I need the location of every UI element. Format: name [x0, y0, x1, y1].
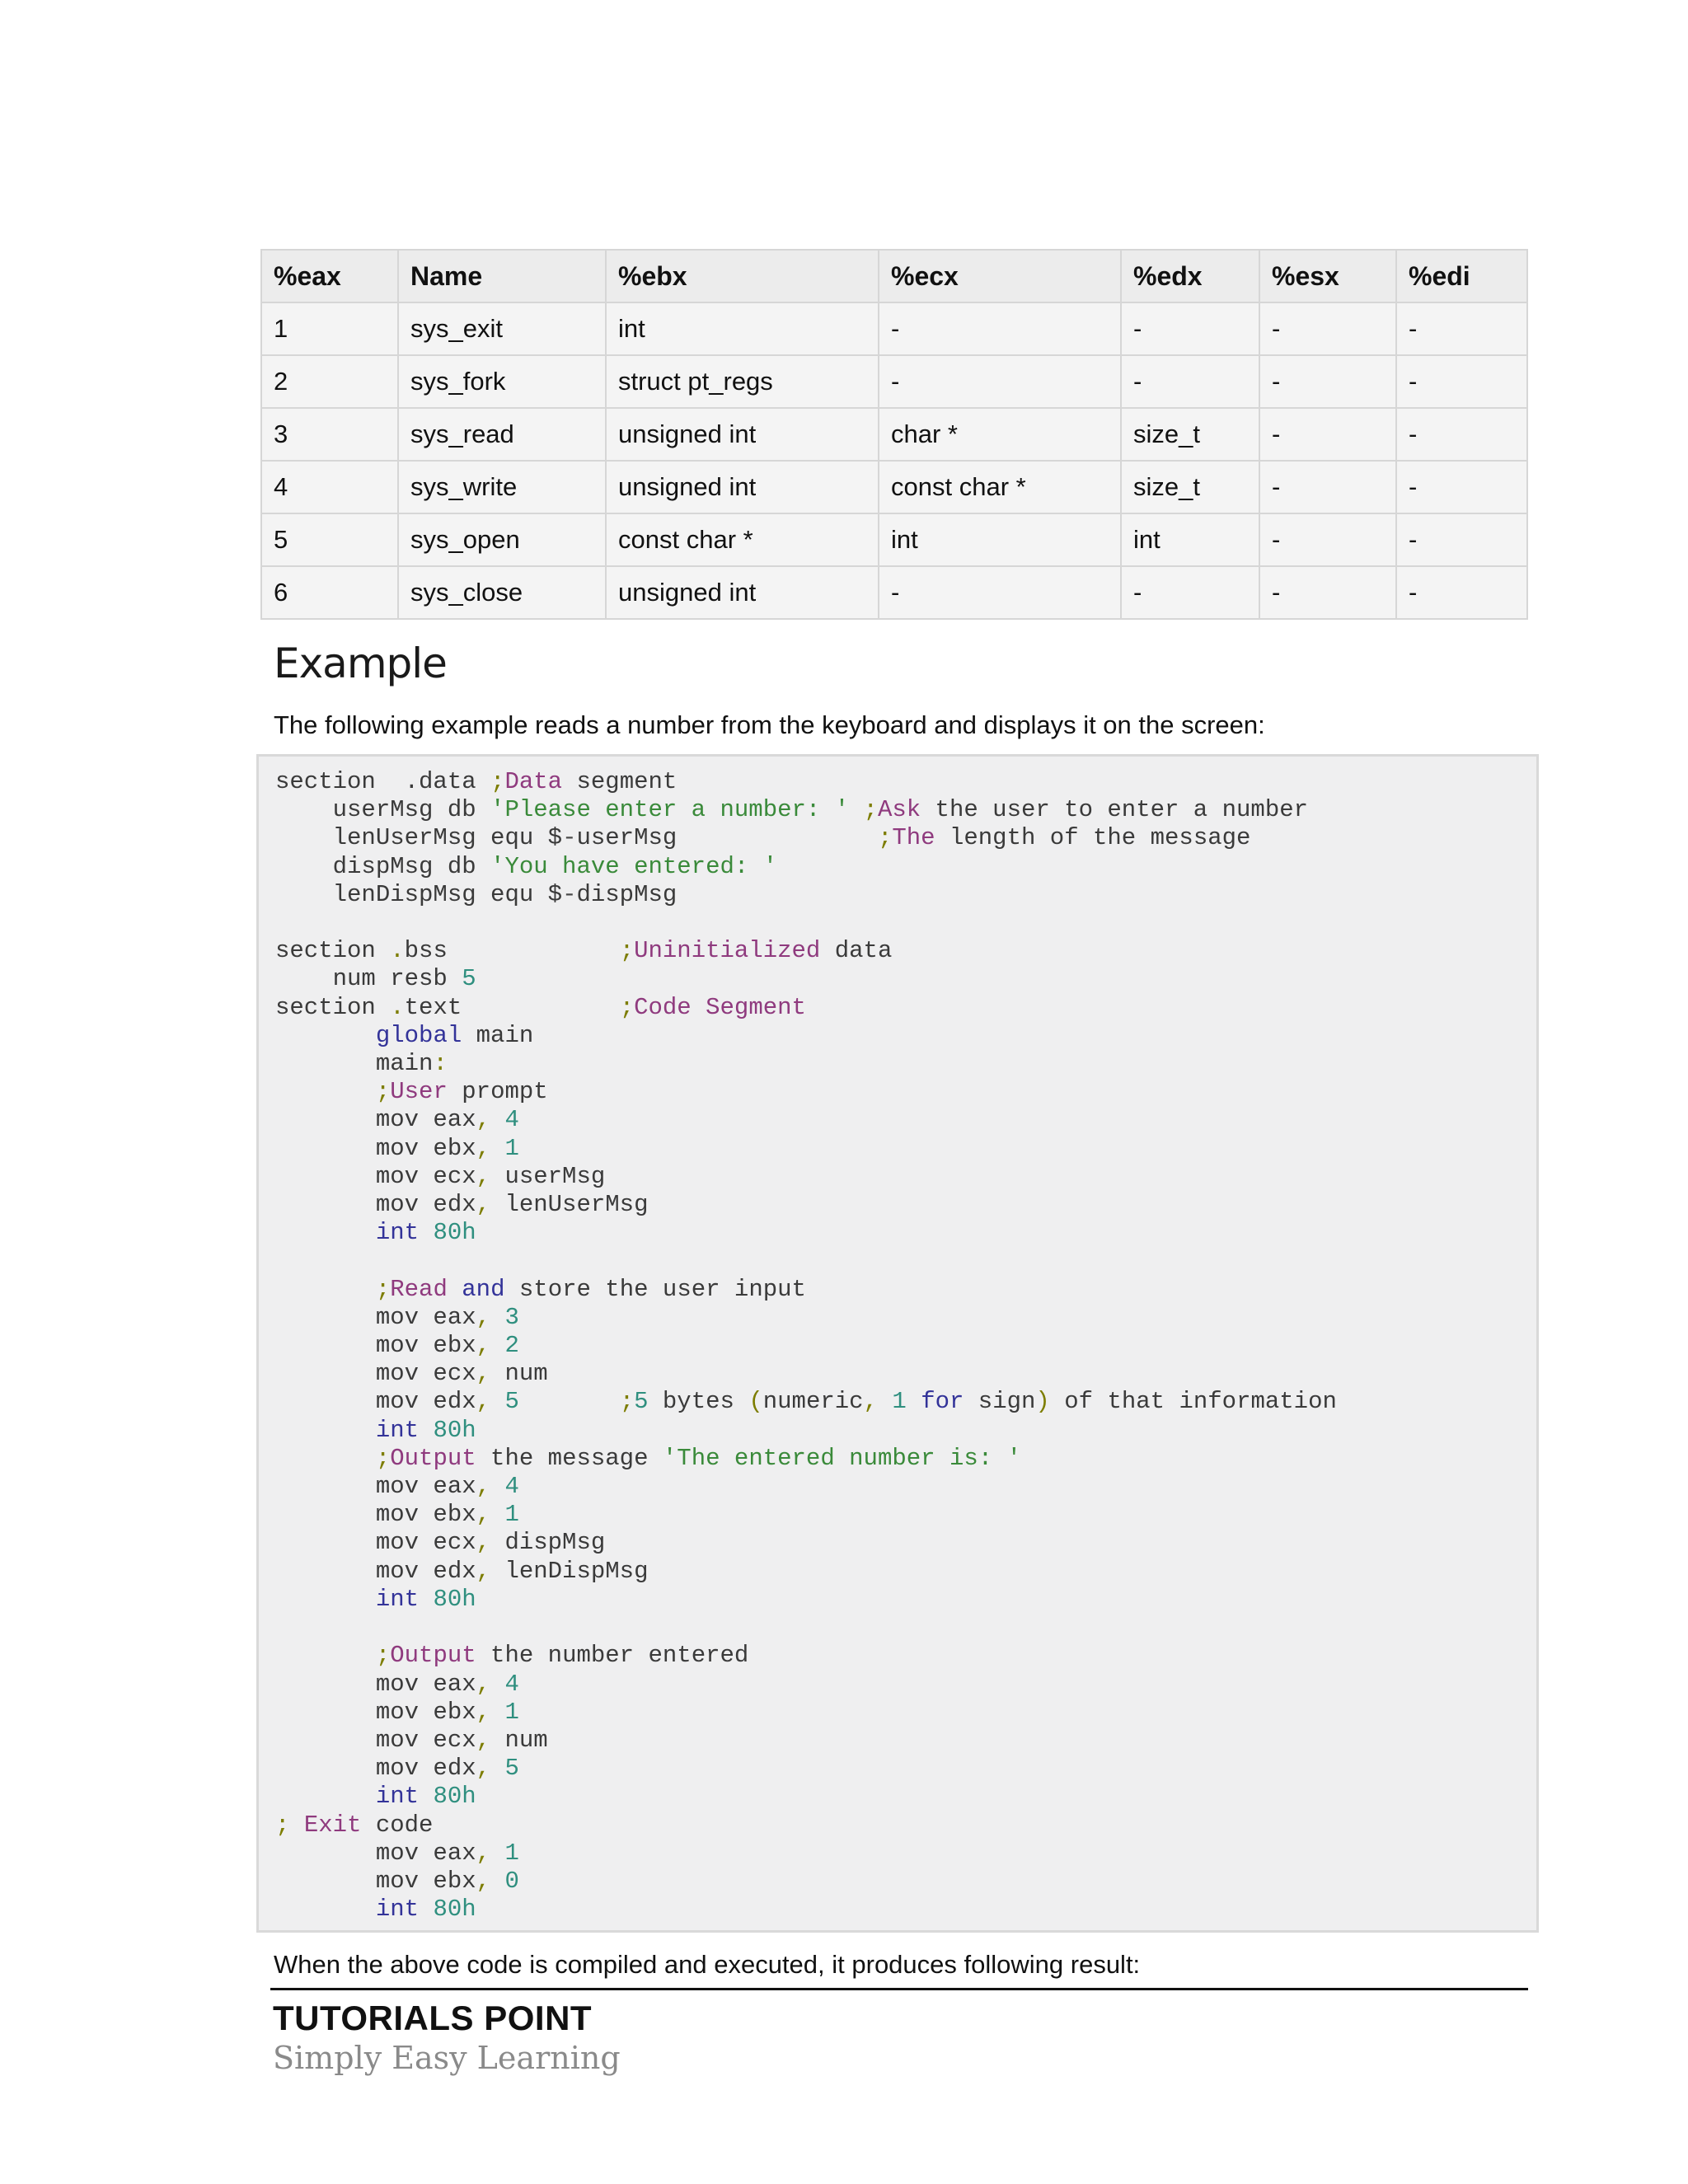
code-line [275, 1699, 519, 1726]
code-token: 5 [504, 1755, 519, 1783]
code-token: section .data [275, 768, 491, 795]
section-heading: Example [274, 640, 447, 687]
table-cell: sys_read [398, 408, 606, 461]
code-token: int [375, 1585, 420, 1613]
code-token: dispMsg db [275, 852, 491, 880]
table-cell: sys_open [398, 513, 606, 566]
table-cell: unsigned int [606, 408, 879, 461]
code-token [490, 1106, 504, 1133]
code-line [275, 1558, 648, 1585]
code-token: mov eax [275, 1670, 476, 1698]
code-token: 80h [433, 1585, 476, 1613]
code-token: the message [476, 1444, 663, 1472]
table-cell: - [1396, 302, 1527, 355]
code-token [490, 1868, 504, 1895]
code-token: , [476, 1303, 491, 1331]
code-line [275, 1388, 1337, 1415]
table-cell: 1 [261, 302, 398, 355]
code-token: lenDispMsg [490, 1557, 649, 1585]
table-cell: struct pt_regs [606, 355, 879, 408]
code-token [490, 1473, 504, 1500]
code-token: sign [964, 1388, 1036, 1416]
table-cell: sys_fork [398, 355, 606, 408]
code-token [275, 1642, 376, 1669]
code-token [490, 1755, 504, 1782]
code-token: , [476, 1755, 491, 1783]
code-line [275, 1501, 519, 1528]
code-token: ; [375, 1078, 391, 1106]
code-token: 80h [433, 1219, 476, 1247]
code-line [275, 1529, 605, 1556]
table-cell: 3 [261, 408, 398, 461]
code-token: userMsg [576, 824, 878, 852]
code-token: ) [1035, 1388, 1050, 1416]
code-token: 1 [504, 1698, 519, 1726]
code-line [275, 1276, 806, 1303]
code-token: mov eax [275, 1303, 476, 1331]
code-token [490, 1388, 504, 1415]
header-cell-edx: %edx [1121, 250, 1259, 302]
code-token [275, 1783, 376, 1810]
code-token: , [476, 1529, 491, 1557]
table-cell: - [879, 302, 1121, 355]
code-token [419, 1896, 433, 1923]
code-token: , [476, 1867, 491, 1895]
code-token: the number entered [476, 1642, 749, 1670]
code-token: - [562, 880, 577, 908]
header-cell-ecx: %ecx [879, 250, 1121, 302]
code-token: 'The entered number is: ' [662, 1444, 1021, 1472]
code-token: mov ebx [275, 1501, 476, 1529]
code-token: lenDispMsg equ $ [275, 880, 563, 908]
code-token: text [404, 993, 620, 1021]
table-cell: - [879, 566, 1121, 619]
code-token [907, 1388, 921, 1415]
code-token: . [390, 993, 405, 1021]
table-cell: 5 [261, 513, 398, 566]
code-line [275, 881, 677, 908]
table-cell: - [1259, 302, 1396, 355]
code-token: , [476, 1839, 491, 1867]
code-token [490, 1135, 504, 1162]
code-token: 80h [433, 1896, 476, 1924]
table-cell: int [879, 513, 1121, 566]
code-token: 80h [433, 1783, 476, 1811]
code-line [275, 1078, 548, 1105]
table-row [261, 302, 1527, 355]
code-token: 0 [504, 1867, 519, 1895]
table-row [261, 408, 1527, 461]
code-token: 1 [892, 1388, 907, 1416]
code-token: num [490, 1726, 548, 1754]
code-token: mov edx [275, 1755, 476, 1783]
table-cell: sys_write [398, 461, 606, 513]
table-body [261, 302, 1527, 619]
table-cell: - [1259, 513, 1396, 566]
code-token: Output [390, 1642, 476, 1670]
code-line [275, 965, 476, 992]
code-token: segment [562, 768, 678, 795]
code-line [275, 1840, 519, 1867]
code-token: , [476, 1388, 491, 1416]
code-line [275, 1360, 548, 1387]
code-token: 1 [504, 1839, 519, 1867]
table-cell: - [879, 355, 1121, 408]
code-token [275, 1896, 376, 1923]
code-token: 1 [504, 1134, 519, 1162]
code-token: ; [275, 1811, 290, 1839]
code-token [490, 1501, 504, 1528]
table-cell: - [1396, 408, 1527, 461]
code-line [275, 796, 1308, 823]
code-line [275, 1727, 548, 1754]
code-token: 5 [504, 1388, 519, 1416]
code-token [849, 796, 863, 823]
code-token [490, 1699, 504, 1726]
code-line [275, 1755, 519, 1782]
result-paragraph: When the above code is compiled and executed, it produces following result: [274, 1950, 1141, 1979]
header-cell-esx: %esx [1259, 250, 1396, 302]
code-line [275, 1811, 433, 1839]
table-cell: int [606, 302, 879, 355]
table-cell: const char * [879, 461, 1121, 513]
code-line [275, 1642, 748, 1669]
code-line [275, 1050, 448, 1077]
code-token: mov ebx [275, 1698, 476, 1726]
table-cell: - [1396, 513, 1527, 566]
code-line [275, 994, 806, 1021]
code-line [275, 1783, 476, 1810]
intro-paragraph: The following example reads a number from the keyboard and displays it on the screen: [274, 710, 1265, 739]
code-line [275, 1022, 533, 1049]
code-token: code [361, 1811, 434, 1839]
code-token: 3 [504, 1303, 519, 1331]
code-token: , [476, 1360, 491, 1388]
table-cell: - [1121, 355, 1259, 408]
code-token: store the user input [504, 1275, 806, 1303]
code-token: ; [490, 768, 505, 795]
code-line [275, 1473, 519, 1500]
code-token: mov ebx [275, 1134, 476, 1162]
code-token: - [562, 824, 577, 852]
header-cell-edi: %edi [1396, 250, 1527, 302]
footer-divider [270, 1988, 1528, 1990]
code-token: userMsg db [275, 796, 491, 824]
code-token: Ask [877, 796, 921, 824]
code-token: ; [375, 1642, 391, 1670]
table-header-row [261, 250, 1527, 302]
code-token [275, 1417, 376, 1444]
code-token: int [375, 1416, 420, 1444]
code-token: 4 [504, 1670, 519, 1698]
table-cell: - [1121, 566, 1259, 619]
table-cell: sys_exit [398, 302, 606, 355]
code-token: , [863, 1388, 878, 1416]
code-token: 'Please enter a number: ' [490, 796, 850, 824]
code-token: mov ecx [275, 1360, 476, 1388]
table-cell: char * [879, 408, 1121, 461]
code-token: mov eax [275, 1839, 476, 1867]
code-token: ; [619, 1388, 635, 1416]
code-token: , [476, 1106, 491, 1134]
code-token: ; [375, 1444, 391, 1472]
code-token: lenUserMsg [490, 1191, 649, 1219]
code-line [275, 1304, 519, 1331]
code-line [275, 1163, 605, 1190]
code-token: mov edx [275, 1557, 476, 1585]
code-token: The [892, 824, 935, 852]
code-token [289, 1811, 303, 1839]
code-token [419, 1219, 433, 1246]
code-token [419, 1586, 433, 1613]
code-token: num resb [275, 965, 462, 993]
code-token: of that information [1049, 1388, 1337, 1416]
code-token: mov edx [275, 1388, 476, 1416]
code-token: length of the message [935, 824, 1251, 852]
code-token: int [375, 1783, 420, 1811]
code-token: Uninitialized [634, 937, 821, 965]
header-cell-eax: %eax [261, 250, 398, 302]
code-token: ; [877, 824, 893, 852]
code-line [275, 1106, 519, 1133]
table-cell: 4 [261, 461, 398, 513]
code-token [275, 1276, 376, 1303]
table-cell: - [1259, 461, 1396, 513]
code-line [275, 1135, 519, 1162]
code-token: int [375, 1896, 420, 1924]
code-block [256, 754, 1539, 1933]
code-line [275, 937, 892, 964]
table-cell: - [1259, 355, 1396, 408]
code-token: , [476, 1332, 491, 1360]
footer-brand: TUTORIALS POINT [273, 1999, 593, 2037]
code-token [448, 1276, 462, 1303]
code-token: ; [375, 1275, 391, 1303]
table-cell: size_t [1121, 408, 1259, 461]
code-line [275, 768, 677, 795]
code-token: global [375, 1021, 462, 1049]
code-token: mov ebx [275, 1867, 476, 1895]
table-cell: size_t [1121, 461, 1259, 513]
table-row [261, 355, 1527, 408]
syscall-table [260, 249, 1528, 620]
code-token: 2 [504, 1332, 519, 1360]
table-cell: unsigned int [606, 461, 879, 513]
table-row [261, 461, 1527, 513]
code-token: and [462, 1275, 505, 1303]
header-cell-ebx: %ebx [606, 250, 879, 302]
code-token: 'You have entered: ' [490, 852, 778, 880]
code-token [275, 1022, 376, 1049]
code-token: mov eax [275, 1473, 476, 1501]
code-token: ; [863, 796, 878, 824]
code-token: , [476, 1473, 491, 1501]
code-token: main [462, 1021, 534, 1049]
code-token [419, 1783, 433, 1810]
code-token: 1 [504, 1501, 519, 1529]
code-token: Code Segment [634, 993, 806, 1021]
table-cell: unsigned int [606, 566, 879, 619]
code-token: Exit [303, 1811, 362, 1839]
code-line [275, 1417, 476, 1444]
header-cell-name: Name [398, 250, 606, 302]
code-token: Read [390, 1275, 448, 1303]
code-token: 4 [504, 1106, 519, 1134]
table-cell: - [1259, 408, 1396, 461]
code-token [490, 1332, 504, 1359]
code-token: , [476, 1134, 491, 1162]
code-token: bytes [648, 1388, 749, 1416]
code-line [275, 853, 777, 880]
code-token: 5 [634, 1388, 649, 1416]
code-line [275, 1586, 476, 1613]
code-line [275, 1191, 648, 1218]
code-token [490, 1671, 504, 1698]
code-token: mov edx [275, 1191, 476, 1219]
code-token: 5 [462, 965, 476, 993]
table-cell: sys_close [398, 566, 606, 619]
code-token: 4 [504, 1473, 519, 1501]
table-row [261, 566, 1527, 619]
code-token [275, 1586, 376, 1613]
code-token: ; [619, 993, 635, 1021]
code-token: bss [404, 937, 620, 965]
code-line [275, 1219, 476, 1246]
code-line [275, 1671, 519, 1698]
code-token [275, 1078, 376, 1105]
code-token: mov ecx [275, 1529, 476, 1557]
code-token: ( [748, 1388, 763, 1416]
code-token: , [476, 1501, 491, 1529]
table-row [261, 513, 1527, 566]
code-token: lenUserMsg equ $ [275, 824, 563, 852]
code-token: Data [504, 768, 563, 795]
table-cell: - [1121, 302, 1259, 355]
footer-tagline: Simply Easy Learning [273, 2040, 621, 2076]
code-token [490, 1840, 504, 1867]
code-token: for [921, 1388, 964, 1416]
code-line [275, 1896, 476, 1923]
code-token: num [490, 1360, 548, 1388]
code-token: dispMsg [576, 880, 678, 908]
code-token: section [275, 937, 391, 965]
code-token: , [476, 1698, 491, 1726]
code-token: mov ecx [275, 1726, 476, 1754]
code-token: Output [390, 1444, 476, 1472]
code-token: , [476, 1557, 491, 1585]
code-token [878, 1388, 892, 1415]
code-token [519, 1388, 620, 1415]
code-token: userMsg [490, 1162, 606, 1190]
code-token: : [433, 1050, 448, 1078]
table-cell: - [1259, 566, 1396, 619]
table-cell: int [1121, 513, 1259, 566]
code-token: , [476, 1726, 491, 1754]
code-token: numeric [762, 1388, 864, 1416]
table-cell: const char * [606, 513, 879, 566]
code-token [419, 1417, 433, 1444]
code-token: int [375, 1219, 420, 1247]
code-token: data [820, 937, 893, 965]
code-token: the user to enter a number [921, 796, 1309, 824]
code-token: . [390, 937, 405, 965]
code-token [490, 1304, 504, 1331]
code-token: ; [619, 937, 635, 965]
code-token: main [275, 1050, 434, 1078]
code-listing [275, 768, 1337, 1924]
code-token: , [476, 1162, 491, 1190]
code-token: 80h [433, 1416, 476, 1444]
table-cell: - [1396, 566, 1527, 619]
code-line [275, 824, 1250, 851]
code-token: mov ecx [275, 1162, 476, 1190]
table-cell: 6 [261, 566, 398, 619]
code-line [275, 1445, 1021, 1472]
code-token: , [476, 1191, 491, 1219]
code-token: mov eax [275, 1106, 476, 1134]
code-line [275, 1868, 519, 1895]
code-token [275, 1445, 376, 1472]
code-token [275, 1219, 376, 1246]
table-cell: 2 [261, 355, 398, 408]
code-token: , [476, 1670, 491, 1698]
code-line [275, 1332, 519, 1359]
table-cell: - [1396, 355, 1527, 408]
code-token: dispMsg [490, 1529, 606, 1557]
code-token: prompt [447, 1078, 548, 1106]
code-token: mov ebx [275, 1332, 476, 1360]
table-cell: - [1396, 461, 1527, 513]
code-token: User [390, 1078, 448, 1106]
code-token: section [275, 993, 391, 1021]
